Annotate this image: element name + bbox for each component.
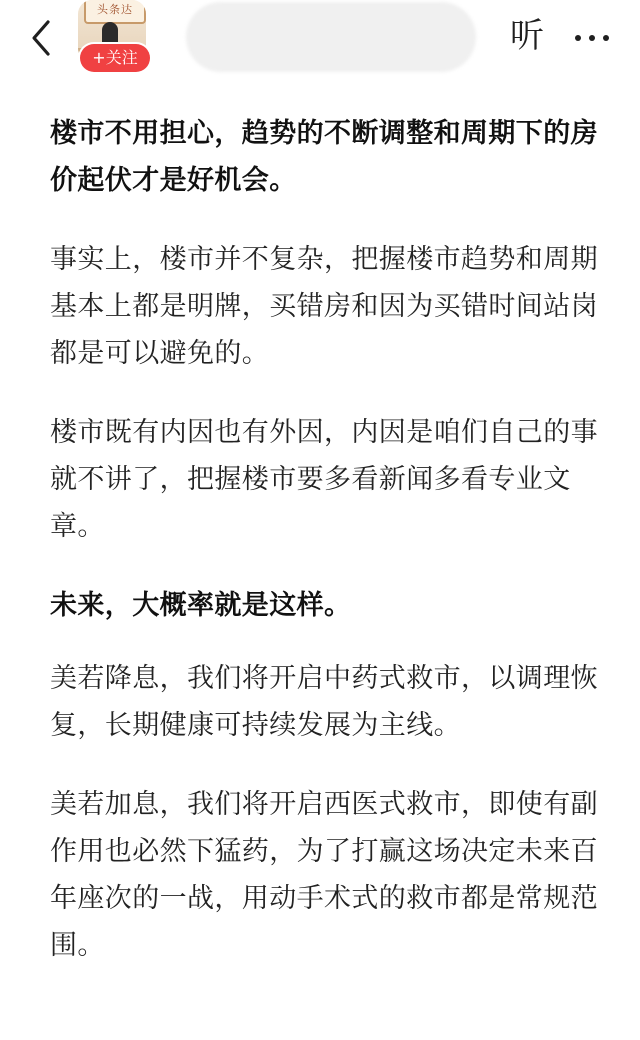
article-paragraph-subheading: 未来，大概率就是这样。 — [50, 590, 352, 621]
top-navigation-bar — [0, 0, 640, 86]
article-paragraph: 楼市既有内因也有外因，内因是咱们自己的事就不讲了，把握楼市要多看新闻多看专业文章。 — [50, 417, 598, 542]
article-paragraph: 美若加息，我们将开启西医式救市，即使有副作用也必然下猛药，为了打赢这场决定未来百年座次的一战，用动手术式的救市都是常规范围。 — [50, 789, 598, 961]
article-body — [50, 110, 598, 969]
more-button[interactable] — [570, 20, 614, 56]
article-paragraph: 事实上，楼市并不复杂，把握楼市趋势和周期基本上都是明牌，买错房和因为买错时间站岗都是可以避免的。 — [50, 244, 598, 369]
back-button[interactable] — [22, 14, 66, 62]
follow-button[interactable]: +关注 — [80, 44, 150, 72]
more-horizontal-icon — [570, 20, 614, 56]
chevron-left-icon — [22, 14, 66, 62]
avatar-sign-text: 头条达 — [84, 0, 146, 24]
author-avatar-group[interactable] — [78, 0, 152, 72]
article-paragraph-headline: 楼市不用担心，趋势的不断调整和周期下的房价起伏才是好机会。 — [50, 118, 598, 196]
listen-button[interactable]: 听 — [510, 16, 544, 56]
author-name-blurred[interactable] — [186, 2, 476, 72]
article-paragraph: 美若降息，我们将开启中药式救市，以调理恢复，长期健康可持续发展为主线。 — [50, 663, 598, 741]
